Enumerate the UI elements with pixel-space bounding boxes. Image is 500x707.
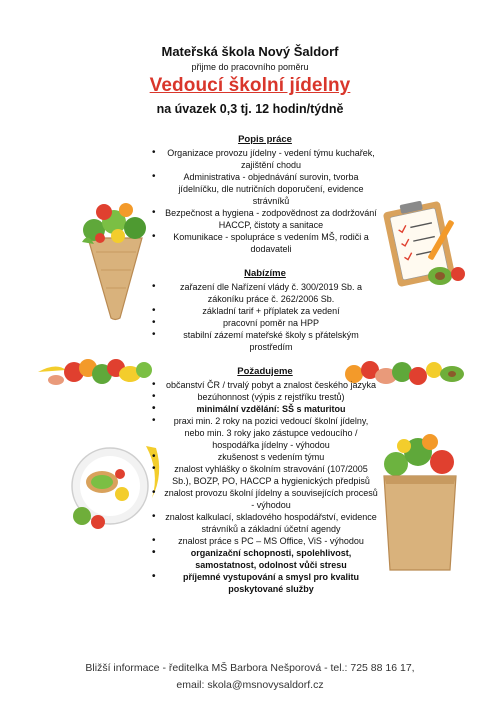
list-item: • znalost práce s PC – MS Office, ViS - výhodou: [150, 535, 380, 547]
list-item: • znalost provozu školní jídelny a souvisejících procesů - výhodou: [150, 487, 380, 511]
list-item: • organizační schopnosti, spolehlivost, samostatnost, odolnost vůči stresu: [150, 547, 380, 571]
list-item: • Organizace provozu jídelny - vedení týmu kuchařek, zajištění chodu: [150, 147, 380, 171]
list-item: • příjemné vystupování a smysl pro kvalitu poskytované služby: [150, 571, 380, 595]
flyer-content: [150, 134, 380, 608]
food-cone-icon: [74, 192, 156, 322]
list-item: • minimální vzdělání: SŠ s maturitou: [150, 403, 380, 415]
list-item: • stabilní zázemí mateřské školy s přátelským prostředím: [150, 329, 380, 353]
paper-bag-food-icon: [374, 424, 466, 574]
contact-footer: [0, 660, 500, 694]
list-item: • znalost vyhlášky o školním stravování (107/2005 Sb.), BOZP, PO, HACCP a hygienických předpisů: [150, 463, 380, 487]
job-title: Vedoucí školní jídelny: [149, 75, 351, 96]
section-title: Nabízíme: [244, 268, 286, 279]
list-item: • praxi min. 2 roky na pozici vedoucí školní jídelny, nebo min. 3 roky jako zástupce vedoucího / hospodářka jídelny - výhodou: [150, 415, 380, 451]
list-item: • Administrativa - objednávání surovin, tvorba jídelníčku, dle nutričních doporučení, evidence strávníků: [150, 171, 380, 207]
list-item: • znalost kalkulací, skladového hospodářství, evidence strávníků a základní účetní agendy: [150, 511, 380, 535]
section-title: Požadujeme: [237, 366, 293, 377]
section-title: Popis práce: [238, 134, 292, 145]
flyer-header: [0, 44, 500, 116]
list-item: • pracovní poměr na HPP: [150, 317, 380, 329]
list-item: • zkušenost s vedením týmu: [150, 451, 380, 463]
section-offer: [150, 268, 380, 353]
list-item: • Bezpečnost a hygiena - zodpovědnost za dodržování HACCP, čistoty a sanitace: [150, 207, 380, 231]
offer-list: [150, 281, 380, 353]
section-duties: [150, 134, 380, 255]
duties-list: [150, 147, 380, 255]
list-item: • zařazení dle Nařízení vlády č. 300/2019 Sb. a zákoníku práce č. 262/2006 Sb.: [150, 281, 380, 305]
email-line: email: skola@msnovysaldorf.cz: [176, 679, 324, 691]
list-item: • občanství ČR / trvalý pobyt a znalost českého jazyka: [150, 379, 380, 391]
accepts-line: přijme do pracovního poměru: [191, 62, 309, 72]
clipboard-checklist-icon: [382, 196, 472, 292]
contact-line: Bližší informace - ředitelka MŠ Barbora Nešporová - tel.: 725 88 16 17,: [85, 662, 415, 674]
workload-line: na úvazek 0,3 tj. 12 hodin/týdně: [156, 102, 344, 116]
list-item: • Komunikace - spolupráce s vedením MŠ, rodiči a dodavateli: [150, 231, 380, 255]
list-item: • základní tarif + příplatek za vedení: [150, 305, 380, 317]
section-requirements: [150, 366, 380, 595]
food-garland-icon: [36, 346, 154, 394]
requirements-list: [150, 379, 380, 595]
list-item: • bezúhonnost (výpis z rejstříku trestů): [150, 391, 380, 403]
school-name: Mateřská škola Nový Šaldorf: [161, 44, 339, 59]
